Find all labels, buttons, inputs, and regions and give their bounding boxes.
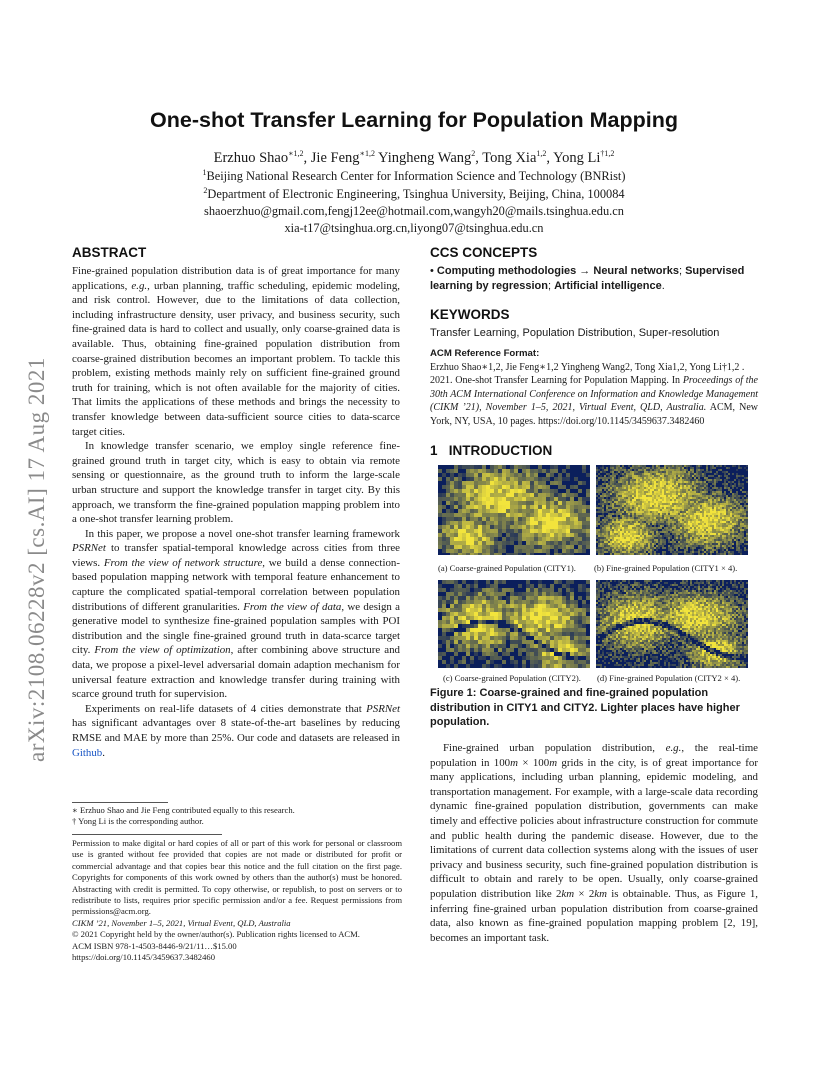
footnote-equal-contribution: ∗ Erzhuo Shao and Jie Feng contributed equally to this research.: [72, 805, 295, 815]
author-mark: 1,2: [536, 149, 547, 159]
isbn-line: ACM ISBN 978-1-4503-8446-9/21/11…$15.00: [72, 940, 237, 951]
abstract-heading: ABSTRACT: [72, 245, 147, 260]
subcaption-b: (b) Fine-grained Population (CITY1 × 4).: [594, 563, 738, 573]
author-emails: shaoerzhuo@gmail.com,fengj12ee@hotmail.com,wangyh20@mails.tsinghua.edu.cn: [204, 204, 624, 218]
footnote-corresponding: † Yong Li is the corresponding author.: [72, 816, 204, 827]
figure-image-b: [596, 465, 748, 555]
permission-rule: [72, 834, 222, 835]
author-list: [0, 149, 828, 168]
affiliation-mark: 2: [203, 185, 208, 195]
affiliation-2: [0, 186, 828, 202]
affiliation-text: Beijing National Research Center for Information Science and Technology (BNRist): [206, 169, 626, 183]
abstract-paragraph: In this paper, we propose a novel one-shot transfer learning framework PSRNet to transfer spatial-temporal knowledge across cities from three views. From the view of network structure, we build a dense connection-based population mapping network with temporal feature enhancement to capture the complicated spatial-temporal correlation between population distributions of different granularities. From the view of data, we design a generative model to synthesize fine-grained population samples with POI distribution and the single fine-grained ground truth in data-scarce target city. From the view of optimization, after combining above structure and data, we propose a pixel-level adversarial domain adaption mechanism for universal feature extraction and knowledge transfer during training with scarce ground truth for supervision.: [72, 527, 400, 701]
author-mark: 2: [471, 149, 476, 159]
ccs-heading: CCS CONCEPTS: [430, 245, 538, 260]
author-name: , Jie Feng: [303, 150, 360, 166]
abstract-body: [72, 264, 400, 760]
footnotes: [72, 805, 402, 828]
abstract-paragraph: Fine-grained population distribution data is of great importance for many applications, e.g., urban planning, traffic scheduling, epidemic modeling, and risk control. However, due to the limitations of data collection, including infrastructure density, user privacy, and business security, such fine-grained data is hard to collect and usually, only coarse-grained data is available. Thus, obtaining fine-grained population distribution from coarse-grained distribution becomes an important problem. To tackle this problem, existing methods mainly rely on sufficient fine-grained ground truth for training, which is not often available for the majority of cities. That limits the applications of these methods and brings the necessity to transfer knowledge between data-sufficient source cities to data-scarce target cities.: [72, 265, 400, 438]
subcaption-d: (d) Fine-grained Population (CITY2 × 4).: [597, 673, 741, 683]
doi-line: https://doi.org/10.1145/3459637.3482460: [72, 952, 215, 963]
reference-format-heading: ACM Reference Format:: [430, 348, 540, 359]
abstract-paragraph: Experiments on real-life datasets of 4 cities demonstrate that PSRNet has significant advantages over 8 state-of-the-art baselines by reducing RMSE and MAE by more than 25%. Our code and datasets are released in Github.: [72, 702, 400, 759]
conference-line: CIKM ’21, November 1–5, 2021, Virtual Event, QLD, Australia: [72, 917, 291, 928]
figure-image-d: [596, 580, 748, 670]
affiliation-1: [0, 168, 828, 184]
reference-citation: 2021. One-shot Transfer Learning for Population Mapping. In Proceedings of the 30th ACM International Conference on Information and Knowledge Management (CIKM ’21), November 1–5, 2021, Virtual Event, QLD, Australia. ACM, New York, NY, USA, 10 pages. https://doi.org/10.1145/3459637.3482460: [430, 375, 758, 427]
author-mark: ∗1,2: [359, 149, 375, 159]
author-name: , Yong Li: [546, 150, 601, 166]
footnote-rule: [72, 802, 168, 803]
github-link[interactable]: Github: [72, 746, 103, 759]
intro-heading: 1 INTRODUCTION: [430, 443, 553, 458]
keywords-heading: KEYWORDS: [430, 307, 510, 322]
arxiv-id-text: arXiv:2108.06228v2 [cs.AI] 17 Aug 2021: [24, 357, 49, 762]
figure-caption: Figure 1: Coarse-grained and fine-grained population distribution in CITY1 and CITY2. Lighter places have higher population.: [430, 687, 740, 729]
figure-image-c: [438, 580, 590, 670]
subcaption-c: (c) Coarse-grained Population (CITY2).: [443, 673, 581, 683]
author-emails: xia-t17@tsinghua.org.cn,liyong07@tsinghua.edu.cn: [284, 221, 544, 235]
reference-format-body: [430, 361, 758, 428]
author-name: , Tong Xia: [475, 150, 537, 166]
figure-image-a: [438, 465, 590, 555]
author-name: Yingheng Wang: [374, 150, 472, 166]
author-mark: ∗1,2: [288, 149, 304, 159]
permission-block: [72, 838, 402, 963]
affiliation-text: Department of Electronic Engineering, Tsinghua University, Beijing, China, 100084: [207, 187, 625, 201]
keywords-text: Transfer Learning, Population Distribution, Super-resolution: [430, 327, 720, 339]
introduction-body: [430, 741, 758, 945]
ccs-concepts: • Computing methodologies → Neural networks; Supervised learning by regression; Artificial intelligence.: [430, 265, 745, 292]
reference-authors: Erzhuo Shao∗1,2, Jie Feng∗1,2 Yingheng Wang2, Tong Xia1,2, Yong Li†1,2 .: [430, 362, 745, 373]
paper-title: One-shot Transfer Learning for Population Mapping: [150, 108, 678, 132]
permission-text: Permission to make digital or hard copies of all or part of this work for personal or classroom use is granted without fee provided that copies are not made or distributed for profit or commercial advantage and that copies bear this notice and the full citation on the first page. Copyrights for components of this work owned by others than the author(s) must be honored. Abstracting with credit is permitted. To copy otherwise, or republish, to post on servers or to redistribute to lists, requires prior specific permission and/or a fee. Request permissions from permissions@acm.org.: [72, 838, 402, 917]
author-name: Erzhuo Shao: [213, 150, 289, 166]
author-mark: †1,2: [600, 149, 615, 159]
affiliation-mark: 1: [202, 167, 207, 177]
subcaption-a: (a) Coarse-grained Population (CITY1).: [438, 563, 576, 573]
intro-paragraph: Fine-grained urban population distribution, e.g., the real-time population in 100m × 100m grids in the city, is of great importance for many applications, including urban planning, epidemic modeling, and transportation management. For example, with a large-scale data recording dynamic fine-grained population distribution, governments can make timely and effective policies about infrastructure construction for commute and public health during the pandemic disease. However, due to the limitations of current data collection systems along with the issues of user privacy and business security, such fine-grained population distribution is difficult to obtain and rarely to be open. Usually, only coarse-grained population distribution like 2km × 2km is obtainable. Thus, as Figure 1, inferring fine-grained urban population distribution from coarse-grained data, also known as fine-grained population mapping problem [2, 19], becomes an important task.: [430, 742, 758, 944]
abstract-paragraph: In knowledge transfer scenario, we employ single reference fine-grained ground truth in target city, which is easy to obtain via remote sensing or questionnaire, as the ground truth to inform the large-scale urban structure and support the knowledge transfer in target city. By this approach, we transform the fine-grained population mapping problem into a one-shot transfer learning problem.: [72, 440, 400, 526]
copyright-line: © 2021 Copyright held by the owner/author(s). Publication rights licensed to ACM.: [72, 929, 360, 940]
